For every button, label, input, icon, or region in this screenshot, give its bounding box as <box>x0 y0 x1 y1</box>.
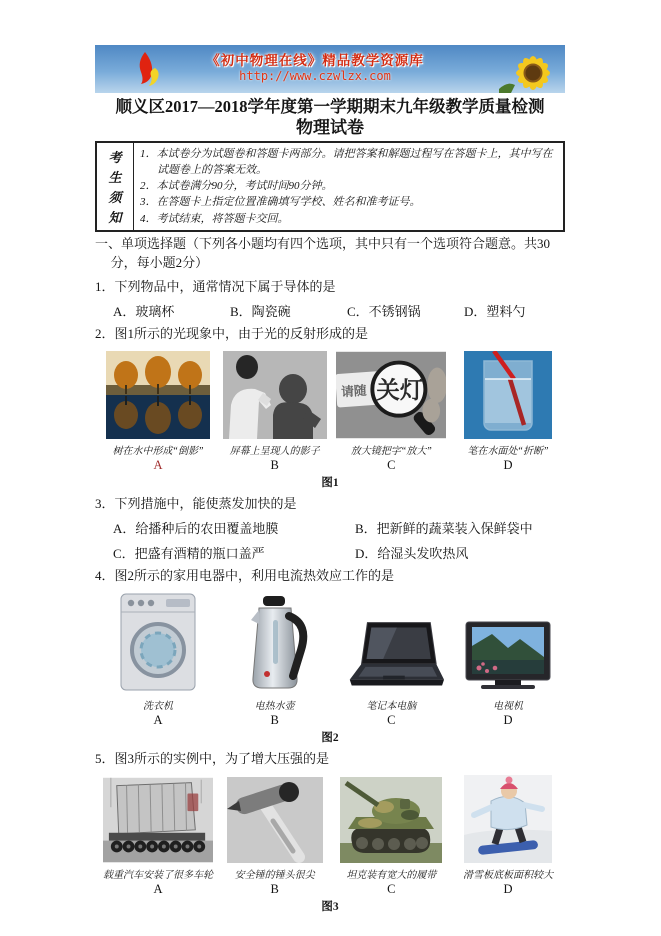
figure-option <box>220 592 330 728</box>
figure-caption: 笔在水面处“折断” <box>467 446 549 458</box>
figure-option-letter: D <box>503 713 513 728</box>
figure-caption: 屏幕上呈现人的影子 <box>229 446 320 458</box>
question-1-options <box>113 301 565 320</box>
figure-option <box>103 775 213 897</box>
figure-2-row <box>103 592 563 728</box>
option-b: B．把新鲜的蔬菜装入保鲜袋中 <box>355 521 533 537</box>
figure-option-letter: B <box>270 713 279 728</box>
notice-label-char: 生 <box>108 170 122 185</box>
question-5: 5．图3所示的实例中，为了增大压强的是 <box>95 751 330 767</box>
figure-option-letter: B <box>270 458 279 473</box>
figure-3-label: 图3 <box>321 900 339 913</box>
tank-photo <box>336 775 446 863</box>
notice-items <box>134 143 563 230</box>
question-4: 4．图2所示的家用电器中，利用电流热效应工作的是 <box>95 568 395 584</box>
sign-small-text: 请随 <box>341 384 368 400</box>
figure-caption: 安全锤的锤头很尖 <box>234 869 315 881</box>
figure-option-letter: B <box>270 881 279 896</box>
figure-caption: 洗衣机 <box>143 701 173 713</box>
sunflower-icon <box>499 51 557 93</box>
section-heading: 一、单项选择题（下列各小题均有四个选项，其中只有一个选项符合题意。共30分，每小题2分） <box>95 236 551 270</box>
figure-caption: 电视机 <box>492 701 523 713</box>
option-d: D．给湿头发吹热风 <box>355 546 469 562</box>
snowboarder-photo <box>453 775 563 863</box>
laptop-photo <box>336 592 446 694</box>
washing-machine-photo <box>103 592 213 694</box>
figure-option <box>336 775 446 897</box>
notice-item: 2．本试卷满分90分，考试时间90分钟。 <box>140 180 333 193</box>
figure-option-letter: C <box>387 713 396 728</box>
heavy-truck-photo <box>103 775 213 863</box>
site-url-link[interactable]: http://www.czwlzx.com <box>239 69 391 83</box>
figure-1-row <box>103 349 563 473</box>
figure-option <box>453 349 563 473</box>
figure-caption: 笔记本电脑 <box>366 701 417 713</box>
figure-option-letter-marked: A <box>153 458 163 473</box>
option-c: C．把盛有酒精的瓶口盖严 <box>113 546 265 562</box>
figure-caption: 放大镜把字“放大” <box>350 446 432 458</box>
figure-option-letter: A <box>153 713 163 728</box>
exam-page <box>95 45 565 914</box>
figure-caption: 滑雪板底板面积较大 <box>462 869 553 881</box>
pen-in-water-photo <box>453 349 563 439</box>
figure-2-label: 图2 <box>321 732 339 745</box>
site-banner <box>95 45 565 93</box>
notice-item: 3．在答题卡上指定位置准确填写学校、姓名和准考证号。 <box>140 196 421 209</box>
option-a: A．玻璃杯 <box>113 303 175 319</box>
notice-label-char: 考 <box>108 150 122 165</box>
option-a: A．给播种后的农田覆盖地膜 <box>113 521 279 537</box>
person-shadow-photo <box>220 349 330 439</box>
electric-kettle-photo <box>220 592 330 694</box>
option-c: C．不锈钢锅 <box>347 303 421 319</box>
candidate-notice-box <box>95 141 565 232</box>
option-b: B．陶瓷碗 <box>230 303 291 319</box>
figure-option <box>453 592 563 728</box>
figure-option-letter: C <box>387 458 396 473</box>
page-subtitle: 物理试卷 <box>296 118 364 137</box>
question-1: 1．下列物品中，通常情况下属于导体的是 <box>95 278 336 294</box>
option-d: D．塑料勺 <box>464 303 526 319</box>
tree-reflection-photo <box>103 349 213 439</box>
figure-option <box>103 349 213 473</box>
television-photo <box>453 592 563 694</box>
figure-option <box>220 775 330 897</box>
figure-option <box>220 349 330 473</box>
notice-label-char: 须 <box>108 190 122 205</box>
figure-option <box>336 592 446 728</box>
safety-hammer-photo <box>220 775 330 863</box>
sign-big-text: 关灯 <box>376 378 424 405</box>
figure-option <box>336 349 446 473</box>
figure-caption: 坦克装有宽大的履带 <box>346 869 437 881</box>
notice-item: 1．本试卷分为试题卷和答题卡两部分。请把答案和解题过程写在答题卡上，其中写在试题卷上的答案无效。 <box>140 148 553 177</box>
question-3-options <box>113 518 565 562</box>
figure-option-letter: A <box>153 881 163 896</box>
page-title: 顺义区2017—2018学年度第一学期期末九年级教学质量检测 <box>115 97 545 116</box>
figure-option-letter: D <box>503 881 513 896</box>
figure-3-row <box>103 775 563 897</box>
notice-item: 4．考试结束，将答题卡交回。 <box>140 212 289 225</box>
notice-label-char: 知 <box>108 210 122 225</box>
figure-caption: 电热水壶 <box>254 701 295 713</box>
figure-option-letter: C <box>387 881 396 896</box>
figure-option <box>103 592 213 728</box>
figure-caption: 载重汽车安装了很多车轮 <box>103 869 213 881</box>
notice-label <box>97 143 134 230</box>
figure-option-letter: D <box>503 458 513 473</box>
site-title: 《初中物理在线》精品教学资源库 <box>206 53 424 68</box>
figure-1-label: 图1 <box>321 477 339 490</box>
question-3: 3．下列措施中，能使蒸发加快的是 <box>95 496 297 512</box>
magnifier-photo <box>336 349 446 439</box>
figure-option <box>453 775 563 897</box>
question-2: 2．图1所示的光现象中，由于光的反射形成的是 <box>95 325 369 341</box>
figure-caption: 树在水中形成“倒影” <box>112 446 204 458</box>
